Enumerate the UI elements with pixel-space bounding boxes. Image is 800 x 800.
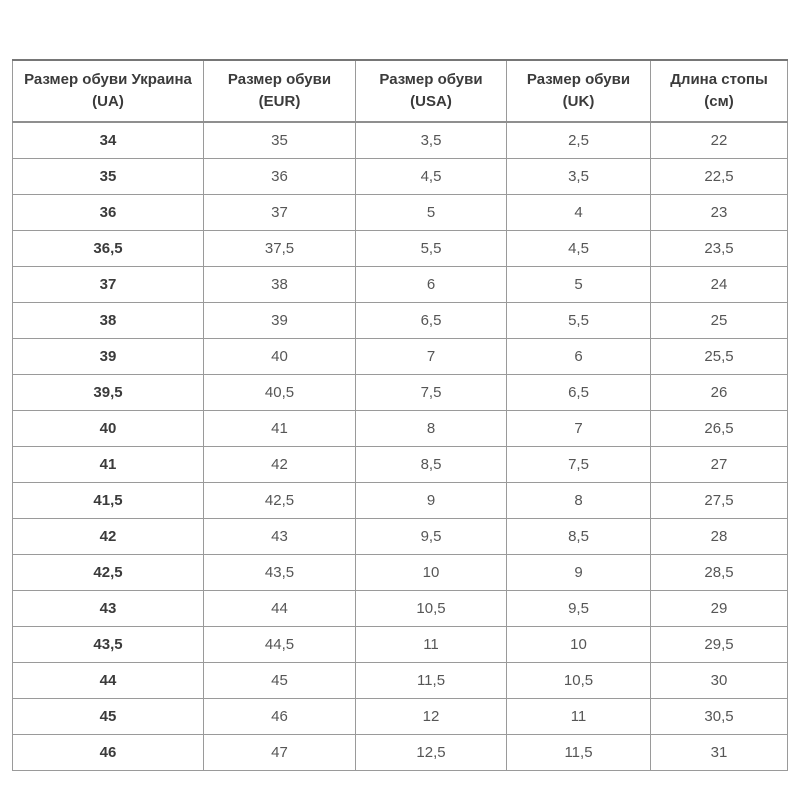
table-row	[13, 591, 788, 627]
header-cell-2	[356, 60, 507, 122]
table-row	[13, 555, 788, 591]
cell: 27,5	[651, 483, 788, 519]
table-row	[13, 195, 788, 231]
cell: 7,5	[356, 375, 507, 411]
header-cell-1	[204, 60, 356, 122]
cell: 27	[651, 447, 788, 483]
cell: 4,5	[356, 159, 507, 195]
cell: 5	[356, 195, 507, 231]
cell: 3,5	[507, 159, 651, 195]
cell: 34	[13, 122, 204, 159]
cell: 39,5	[13, 375, 204, 411]
cell: 35	[204, 122, 356, 159]
cell: 8,5	[507, 519, 651, 555]
cell: 6	[507, 339, 651, 375]
cell: 10	[507, 627, 651, 663]
shoe-size-table-container	[12, 59, 787, 771]
table-row	[13, 411, 788, 447]
cell: 6,5	[507, 375, 651, 411]
cell: 11	[356, 627, 507, 663]
cell: 30,5	[651, 699, 788, 735]
cell: 38	[13, 303, 204, 339]
cell: 41,5	[13, 483, 204, 519]
cell: 28	[651, 519, 788, 555]
cell: 39	[13, 339, 204, 375]
cell: 9,5	[356, 519, 507, 555]
cell: 25,5	[651, 339, 788, 375]
cell: 7	[507, 411, 651, 447]
cell: 42,5	[13, 555, 204, 591]
table-row	[13, 483, 788, 519]
cell: 22	[651, 122, 788, 159]
cell: 40	[204, 339, 356, 375]
cell: 3,5	[356, 122, 507, 159]
table-row	[13, 735, 788, 771]
cell: 40	[13, 411, 204, 447]
cell: 29	[651, 591, 788, 627]
cell: 35	[13, 159, 204, 195]
table-row	[13, 519, 788, 555]
table-row	[13, 159, 788, 195]
table-row	[13, 663, 788, 699]
cell: 5,5	[507, 303, 651, 339]
table-row	[13, 303, 788, 339]
header-line: (EUR)	[258, 93, 301, 110]
cell: 26,5	[651, 411, 788, 447]
cell: 9	[356, 483, 507, 519]
cell: 37	[13, 267, 204, 303]
cell: 45	[13, 699, 204, 735]
cell: 31	[651, 735, 788, 771]
cell: 8,5	[356, 447, 507, 483]
table-row	[13, 375, 788, 411]
cell: 5,5	[356, 231, 507, 267]
cell: 4	[507, 195, 651, 231]
cell: 10,5	[356, 591, 507, 627]
header-cell-3	[507, 60, 651, 122]
cell: 11,5	[356, 663, 507, 699]
cell: 9,5	[507, 591, 651, 627]
cell: 46	[13, 735, 204, 771]
cell: 44	[204, 591, 356, 627]
cell: 22,5	[651, 159, 788, 195]
cell: 38	[204, 267, 356, 303]
cell: 23,5	[651, 231, 788, 267]
cell: 47	[204, 735, 356, 771]
cell: 6	[356, 267, 507, 303]
header-line: Размер обуви	[379, 70, 483, 88]
table-row	[13, 447, 788, 483]
header-line: (UA)	[92, 93, 124, 110]
table-row	[13, 627, 788, 663]
table-body	[13, 122, 788, 771]
cell: 44	[13, 663, 204, 699]
table-row	[13, 267, 788, 303]
cell: 42,5	[204, 483, 356, 519]
cell: 6,5	[356, 303, 507, 339]
header-line: Размер обуви	[526, 70, 631, 88]
cell: 43,5	[13, 627, 204, 663]
cell: 7	[356, 339, 507, 375]
cell: 40,5	[204, 375, 356, 411]
header-line: Размер обуви	[227, 70, 332, 88]
header-line: Длина стопы	[670, 70, 768, 88]
table-row	[13, 231, 788, 267]
header-line: Размер обуви Украина	[24, 70, 192, 88]
cell: 23	[651, 195, 788, 231]
header-line: (UK)	[562, 93, 595, 110]
cell: 39	[204, 303, 356, 339]
cell: 2,5	[507, 122, 651, 159]
cell: 42	[13, 519, 204, 555]
cell: 8	[356, 411, 507, 447]
cell: 11,5	[507, 735, 651, 771]
cell: 12,5	[356, 735, 507, 771]
cell: 12	[356, 699, 507, 735]
header-cell-0	[13, 60, 204, 122]
header-line: (см)	[704, 93, 734, 110]
cell: 41	[204, 411, 356, 447]
cell: 26	[651, 375, 788, 411]
cell: 4,5	[507, 231, 651, 267]
cell: 37	[204, 195, 356, 231]
cell: 41	[13, 447, 204, 483]
cell: 10,5	[507, 663, 651, 699]
cell: 44,5	[204, 627, 356, 663]
cell: 37,5	[204, 231, 356, 267]
cell: 36,5	[13, 231, 204, 267]
table-row	[13, 699, 788, 735]
header-row	[13, 60, 788, 122]
cell: 8	[507, 483, 651, 519]
table-row	[13, 339, 788, 375]
cell: 10	[356, 555, 507, 591]
cell: 11	[507, 699, 651, 735]
shoe-size-conversion-table	[12, 59, 788, 771]
cell: 43,5	[204, 555, 356, 591]
cell: 43	[204, 519, 356, 555]
header-cell-4	[651, 60, 788, 122]
table-row	[13, 122, 788, 159]
cell: 7,5	[507, 447, 651, 483]
header-line: (USA)	[410, 93, 452, 110]
cell: 29,5	[651, 627, 788, 663]
cell: 36	[13, 195, 204, 231]
cell: 30	[651, 663, 788, 699]
cell: 25	[651, 303, 788, 339]
cell: 24	[651, 267, 788, 303]
cell: 46	[204, 699, 356, 735]
cell: 45	[204, 663, 356, 699]
cell: 43	[13, 591, 204, 627]
cell: 42	[204, 447, 356, 483]
table-header	[13, 60, 788, 122]
cell: 36	[204, 159, 356, 195]
cell: 5	[507, 267, 651, 303]
cell: 28,5	[651, 555, 788, 591]
cell: 9	[507, 555, 651, 591]
